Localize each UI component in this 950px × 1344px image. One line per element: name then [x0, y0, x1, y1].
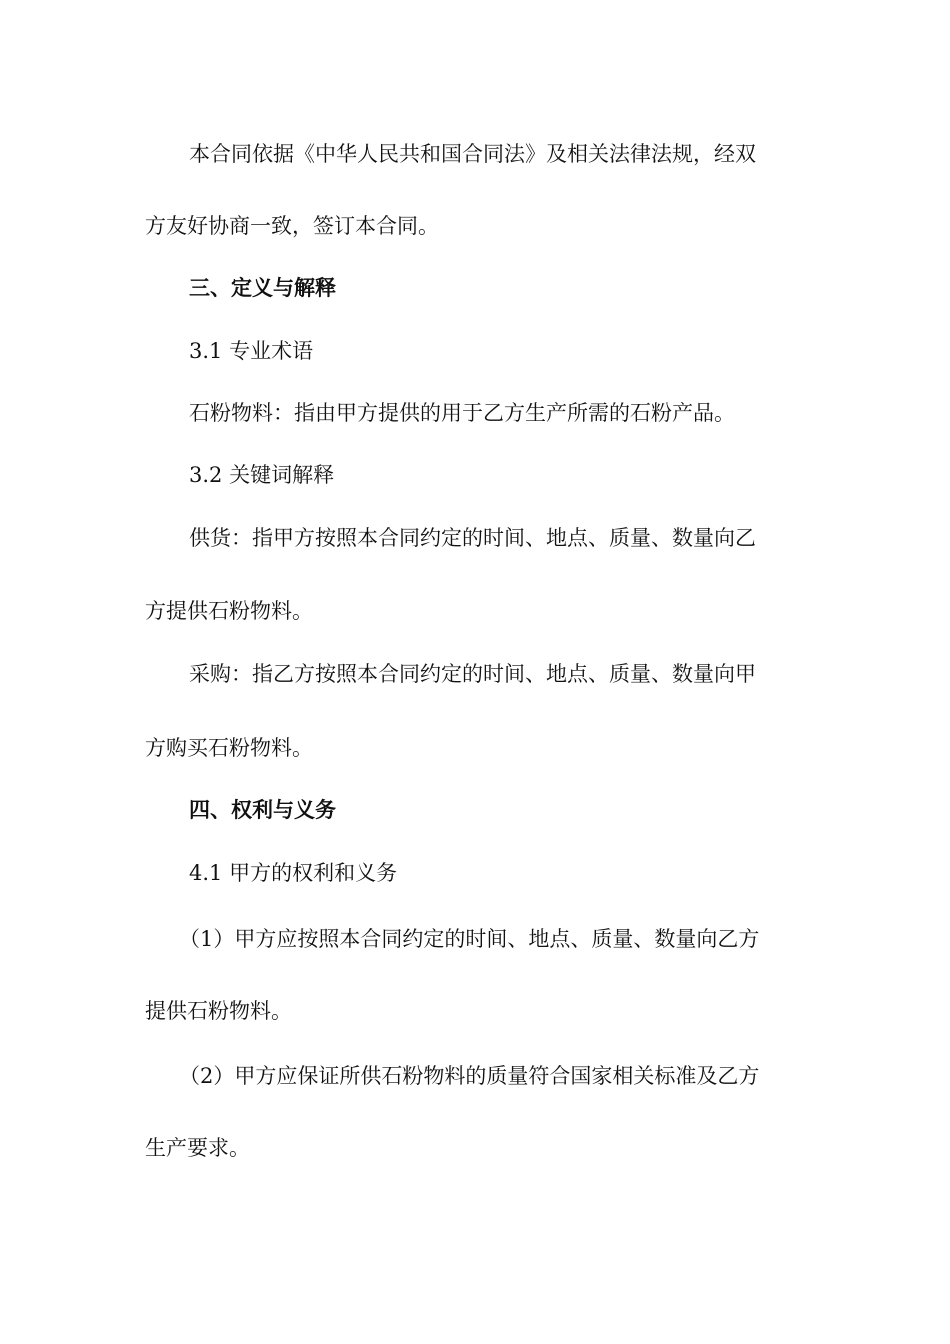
obligation-item-2-line-1: （2）甲方应保证所供石粉物料的质量符合国家相关标准及乙方: [179, 1064, 760, 1088]
section-4-1-title: 4.1 甲方的权利和义务: [189, 861, 398, 885]
section-3-1-title: 3.1 专业术语: [189, 339, 314, 363]
supply-definition-line-2: 方提供石粉物料。: [145, 599, 313, 623]
section-3-2-title: 3.2 关键词解释: [189, 463, 335, 487]
intro-paragraph-line-1: 本合同依据《中华人民共和国合同法》及相关法律法规，经双: [189, 142, 756, 166]
obligation-item-2-line-2: 生产要求。: [145, 1136, 250, 1160]
purchase-definition-line-1: 采购：指乙方按照本合同约定的时间、地点、质量、数量向甲: [189, 662, 756, 686]
intro-paragraph-line-2: 方友好协商一致，签订本合同。: [145, 214, 439, 238]
section-3-1-text: 石粉物料：指由甲方提供的用于乙方生产所需的石粉产品。: [189, 401, 735, 425]
obligation-item-1-line-2: 提供石粉物料。: [145, 999, 292, 1023]
obligation-item-1-line-1: （1）甲方应按照本合同约定的时间、地点、质量、数量向乙方: [179, 927, 760, 951]
supply-definition-line-1: 供货：指甲方按照本合同约定的时间、地点、质量、数量向乙: [189, 526, 756, 550]
purchase-definition-line-2: 方购买石粉物料。: [145, 736, 313, 760]
section-3-heading: 三、定义与解释: [189, 275, 336, 300]
section-4-heading: 四、权利与义务: [189, 797, 336, 822]
